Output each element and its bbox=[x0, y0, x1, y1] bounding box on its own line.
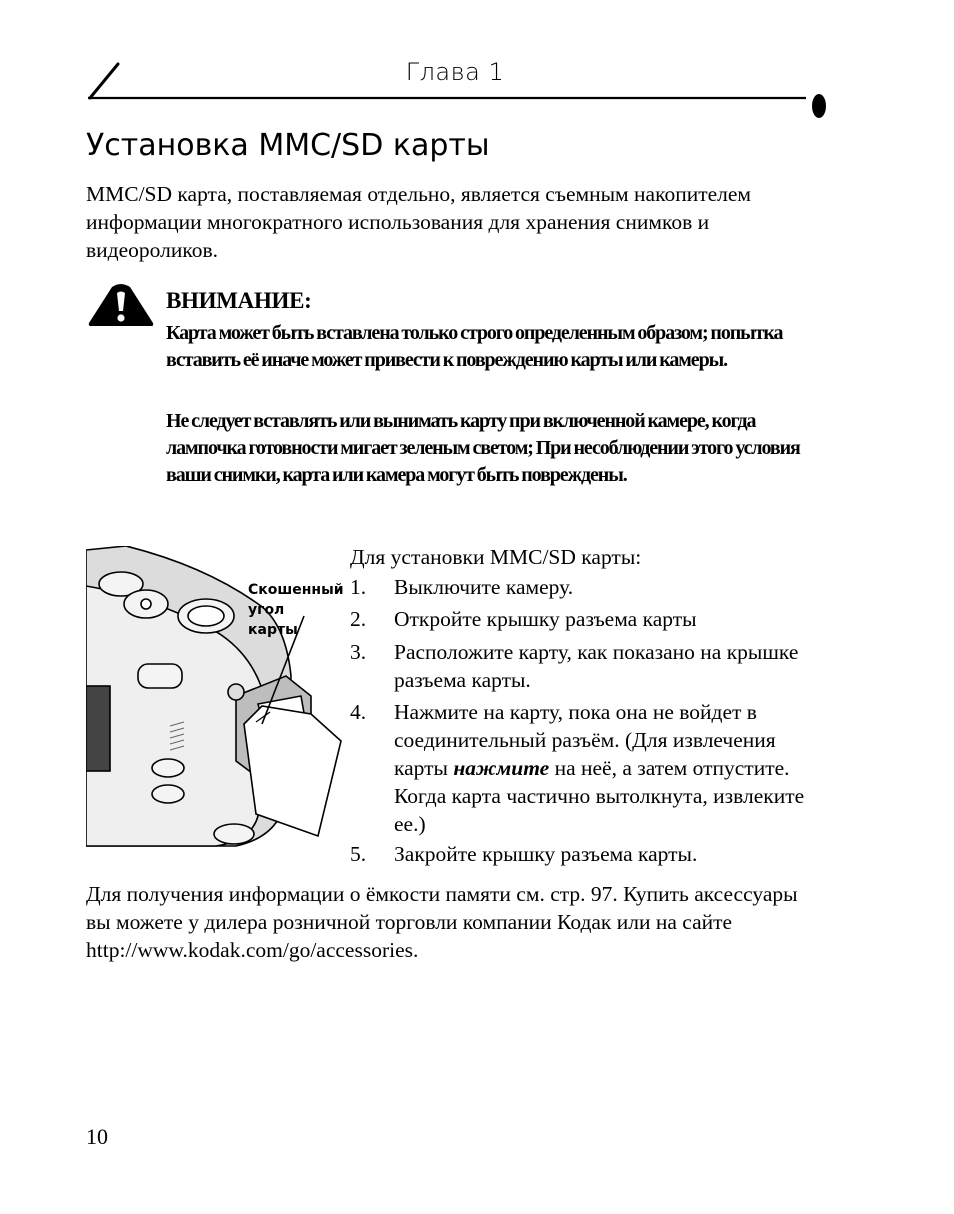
step-text: Откройте крышку разъема карты bbox=[394, 607, 697, 631]
step-number: 4. bbox=[350, 700, 367, 724]
step-text: Расположите карту, как показано на крышке разъема карты. bbox=[394, 640, 799, 692]
step-text: Выключите камеру. bbox=[394, 575, 574, 599]
step-4-text-before: Нажмите на карту, пока она не войдет в соединительный разъём. (Для извлечения карты bbox=[394, 700, 776, 780]
page-title: Установка MMC/SD карты bbox=[86, 128, 490, 163]
steps-intro: Для установки MMC/SD карты: bbox=[350, 545, 642, 569]
step-4-emphasis: нажмите bbox=[453, 756, 550, 780]
step-text bbox=[394, 698, 834, 838]
outro-paragraph: Для получения информации о ёмкости памяти см. стр. 97. Купить аксессуары вы можете у дилера розничной торговли компании Кодак или на сайте http://www.kodak.com/go/accessories. bbox=[86, 882, 798, 962]
warning-text-1: Карта может быть вставлена только строго определенным образом; попытка вставить её иначе может привести к повреждению карты или камеры. bbox=[166, 322, 783, 371]
warning-heading: ВНИМАНИЕ: bbox=[166, 288, 312, 313]
step-number: 3. bbox=[350, 640, 367, 664]
step-text: Закройте крышку разъема карты. bbox=[394, 842, 698, 866]
warning-icon bbox=[86, 283, 156, 327]
header-dot bbox=[812, 94, 826, 118]
step-number: 2. bbox=[350, 607, 367, 631]
page-number: 10 bbox=[86, 1124, 108, 1149]
step-number: 5. bbox=[350, 842, 367, 866]
card-corner-callout: Скошенный угол карты bbox=[248, 582, 344, 638]
step-4-text-after: на неё, а затем отпустите. Когда карта частично вытолкнута, извлеките ее.) bbox=[394, 756, 805, 836]
intro-paragraph: MMC/SD карта, поставляемая отдельно, является съемным накопителем информации многократного использования для хранения снимков и видеороликов. bbox=[86, 182, 752, 262]
step-number: 1. bbox=[350, 575, 367, 599]
warning-text-2: Не следует вставлять или вынимать карту при включенной камере, когда лампочка готовности мигает зеленым светом; При несоблюдении этого условия ваши снимки, карта или камера могут быть повреждены. bbox=[166, 410, 800, 486]
chapter-label: Глава 1 bbox=[405, 58, 505, 86]
